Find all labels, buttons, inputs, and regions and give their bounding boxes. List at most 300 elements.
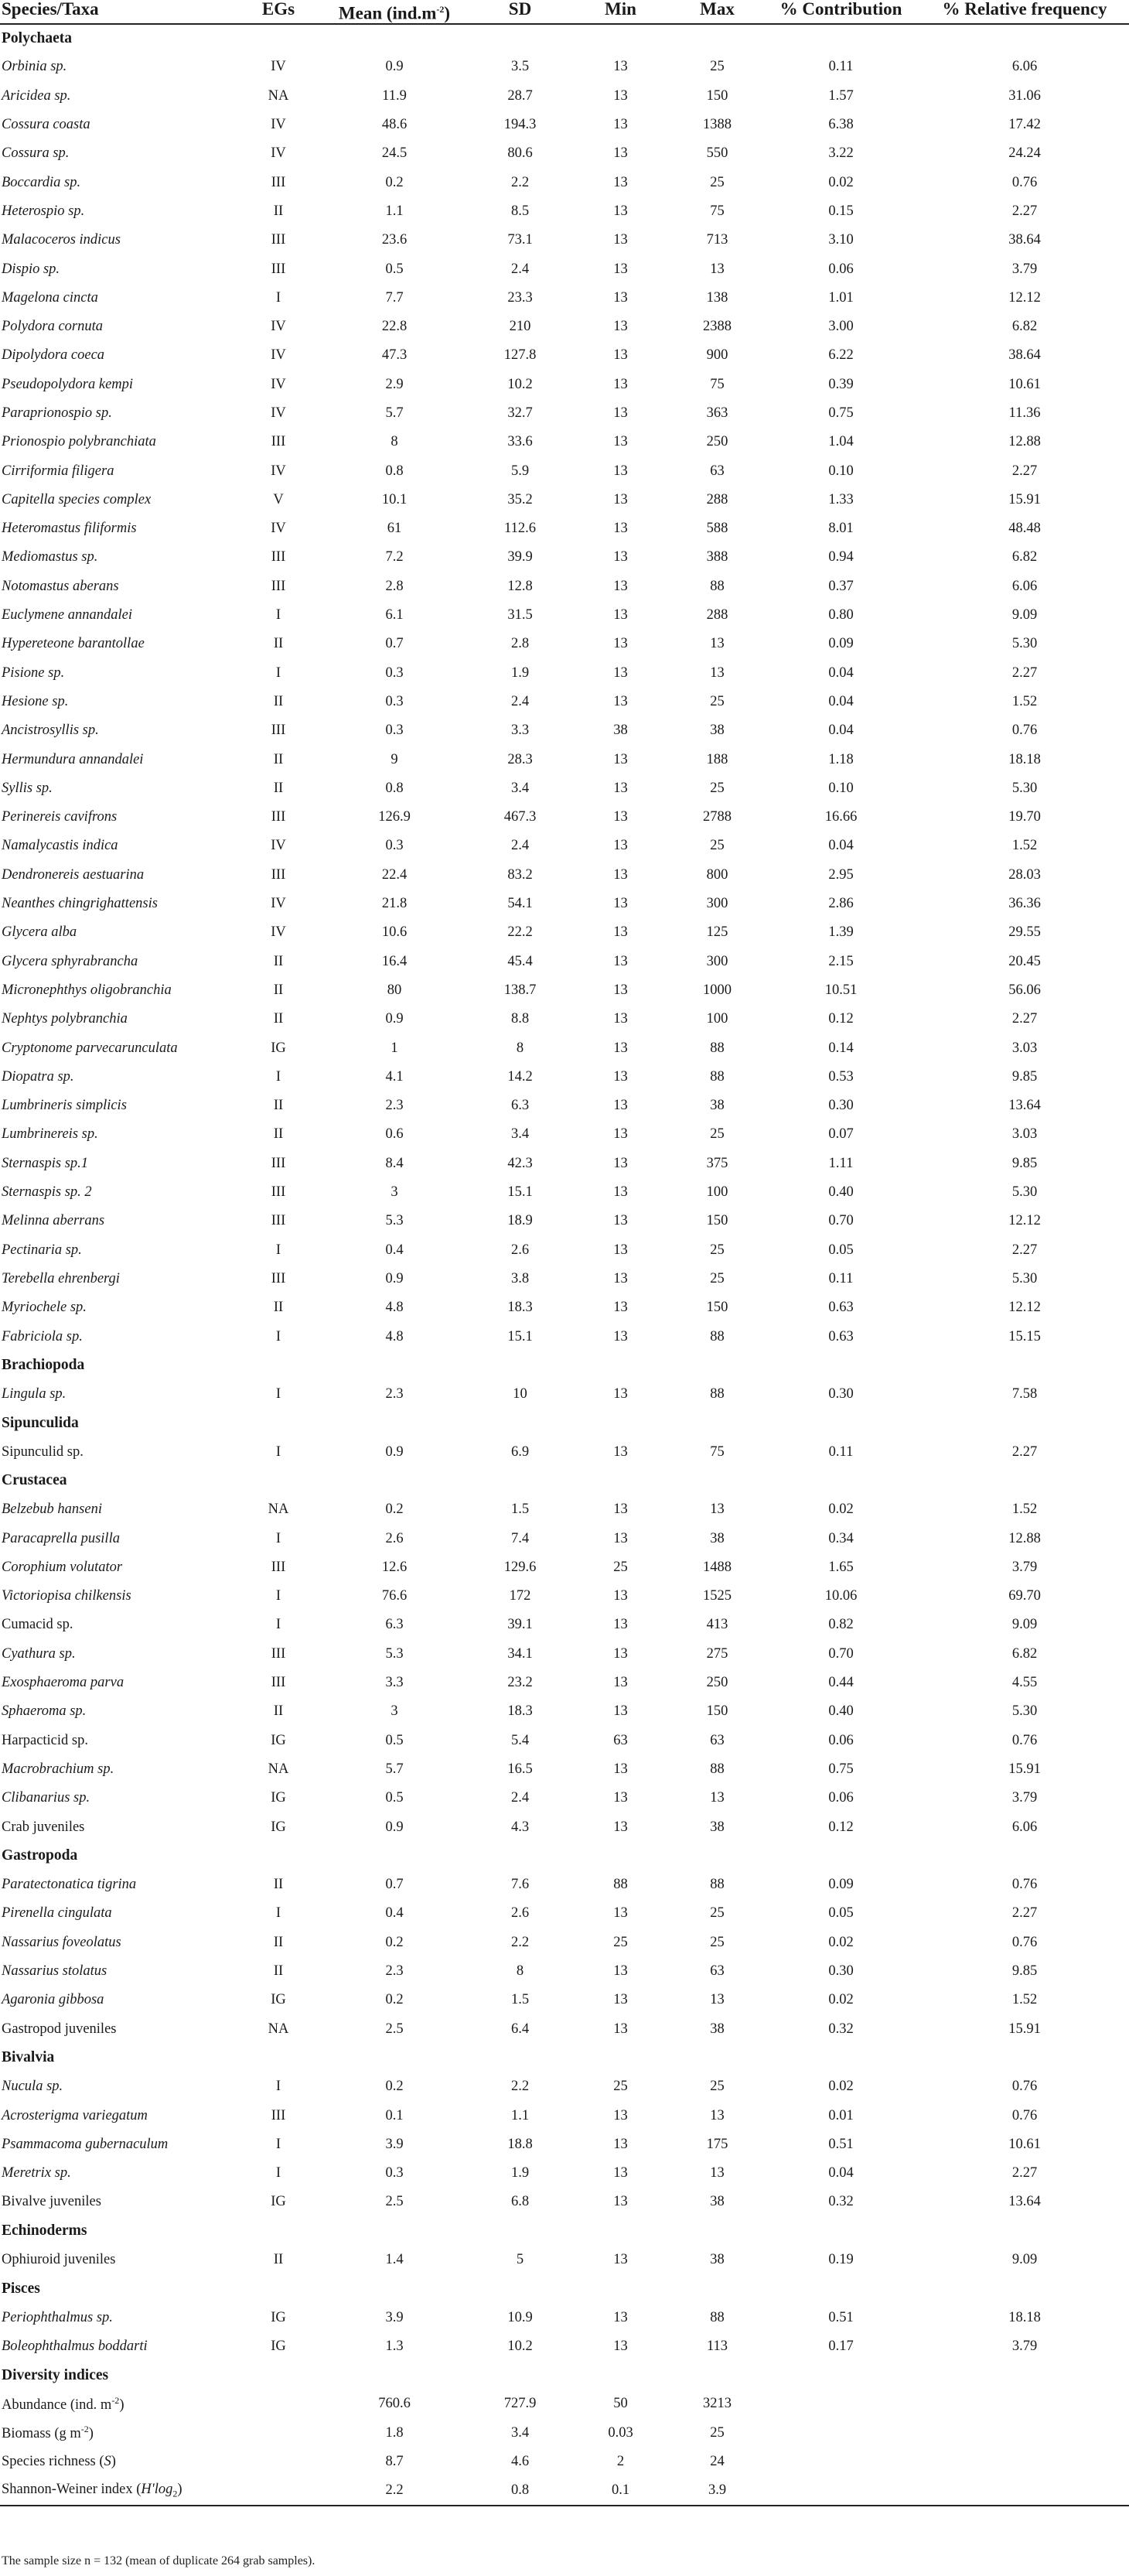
category-row [0,1842,1129,1871]
eg-value [240,2476,317,2505]
mean-value: 0.6 [385,1126,404,1143]
max-value: 25 [710,2079,725,2095]
contribution-value: 1.01 [828,289,854,306]
eg-value: II [273,982,284,998]
table-row [0,1697,1129,1726]
relative-frequency-value: 3.79 [1011,1559,1038,1575]
sd-value: 14.2 [507,1068,533,1085]
contribution-value: 0.51 [828,2309,854,2325]
category-label: Sipunculida [2,1414,79,1431]
min-value: 13 [613,1761,628,1777]
eg-value: IV [271,838,286,854]
table-row [0,2159,1129,2188]
table-row [0,1322,1129,1351]
relative-frequency-header: % Relative frequency [920,0,1129,24]
min-value: 13 [613,549,628,565]
min-value: 13 [613,1040,628,1056]
relative-frequency-value: 48.48 [1008,521,1041,537]
species-name: Ancistrosyllis sp. [2,723,99,739]
contribution-value: 1.65 [828,1559,854,1575]
eg-value: II [273,953,284,969]
min-value: 13 [613,809,628,825]
table-row [0,486,1129,514]
relative-frequency-value: 12.88 [1008,1530,1041,1546]
max-value: 24 [710,2454,725,2470]
contribution-value: 0.11 [828,1270,854,1286]
max-value: 25 [710,2424,725,2441]
max-value: 288 [706,491,728,507]
relative-frequency-value: 0.76 [1011,2079,1038,2095]
mean-value: 1.8 [385,2424,404,2441]
sd-value: 8.5 [510,203,530,219]
eg-value: III [271,549,286,565]
contribution-value: 10.06 [824,1588,858,1604]
mean-header: Mean $(ind.m^{-2})$ [317,0,472,24]
eg-value: III [271,261,286,277]
sd-value: 32.7 [507,405,533,421]
mean-value: 0.9 [385,1011,404,1027]
eg-value: IV [271,521,286,537]
sd-value: 6.3 [510,1098,530,1114]
eg-value: III [271,1675,286,1691]
max-value: 88 [710,578,725,594]
sd-value: 6.9 [510,1443,530,1460]
min-value: 13 [613,261,628,277]
contribution-value: 0.05 [828,1905,854,1922]
contribution-value: 0.32 [828,2021,854,2037]
relative-frequency-value: 69.70 [1008,1588,1041,1604]
eg-value: III [271,1184,286,1201]
mean-value: 0.2 [385,174,404,190]
sd-value: 129.6 [503,1559,537,1575]
eg-value: NA [268,1502,289,1518]
header-row [0,0,1129,24]
max-value: 388 [706,549,728,565]
species-name: Dendronereis aestuarina [2,866,145,883]
eg-value: II [273,2252,284,2267]
species-name: Aricidea sp. [2,87,71,104]
sd-value: 31.5 [507,607,533,624]
sd-value: 2.2 [510,2079,530,2095]
min-value: 13 [613,838,628,854]
species-name: Malacoceros indicus [2,232,121,248]
table-row [0,976,1129,1005]
mean-value: 23.6 [381,232,408,248]
min-value: 13 [613,578,628,594]
category-label: Brachiopoda [2,1357,85,1374]
eg-value: IV [271,145,286,162]
table-row [0,1438,1129,1467]
mean-value: 0.9 [385,1270,404,1286]
eg-value: III [271,866,286,883]
sd-value: 83.2 [507,866,533,883]
species-name: Prionospio polybranchiata [2,434,156,450]
eg-value: I [275,664,281,681]
mean-value: 3 [391,1703,398,1720]
table-row [0,630,1129,658]
max-value: 363 [706,405,728,421]
relative-frequency-value: 12.12 [1008,289,1041,306]
species-name: Nucula sp. [2,2079,63,2095]
sd-value: 10.9 [507,2309,533,2325]
max-value: 25 [710,1270,725,1286]
relative-frequency-value: 24.24 [1008,145,1041,162]
relative-frequency-value: 13.64 [1008,1098,1041,1114]
table-row [0,1265,1129,1293]
category-row [0,2361,1129,2390]
table-row [0,1553,1129,1582]
eg-value: IV [271,59,286,75]
mean-value: 1.4 [385,2252,404,2267]
sd-value: 16.5 [507,1761,533,1777]
mean-value: 7.2 [385,549,404,565]
eg-value: III [271,809,286,825]
sd-value: 138.7 [503,982,537,998]
max-value: 3.9 [673,2476,762,2505]
table-body [0,24,1129,2506]
species-name: Cyathura sp. [2,1645,76,1662]
max-value: 13 [710,2165,725,2181]
relative-frequency-value: 9.85 [1011,1068,1038,1085]
table-row [0,371,1129,399]
max-value: 713 [706,232,728,248]
sd-value: 15.1 [507,1328,533,1344]
contribution-value: 0.06 [828,1732,854,1748]
relative-frequency-value: 31.06 [1008,87,1041,104]
mean-value: 1.1 [385,203,404,219]
relative-frequency-value: 5.30 [1011,780,1038,796]
species-name: Corophium volutator [2,1559,123,1575]
category-label: Crustacea [2,1472,67,1489]
min-value: 25 [613,2079,628,2095]
min-value: 13 [613,1386,628,1402]
contribution-value: 1.57 [828,87,854,104]
contribution-value: 0.02 [828,1934,854,1950]
min-value: 13 [613,174,628,190]
sd-value: 8.8 [510,1011,530,1027]
max-value: 88 [710,1877,725,1893]
min-value: 13 [613,1300,628,1316]
mean-value: 16.4 [381,953,408,969]
contribution-value: 0.04 [828,2165,854,2181]
eg-value: I [275,1905,281,1922]
eg-value: IV [271,319,286,335]
contribution-value: 0.53 [828,1068,854,1085]
max-value: 900 [706,347,728,364]
mean-value: 0.9 [385,1819,404,1835]
max-value: 38 [710,1819,725,1835]
mean-value: 47.3 [381,347,408,364]
relative-frequency-value: 38.64 [1008,232,1041,248]
mean-value: 3.3 [385,1675,404,1691]
category-label: Bivalvia [2,2049,55,2066]
contribution-value: 0.75 [828,405,854,421]
sd-value: 5.9 [510,463,530,479]
eg-value: II [273,636,284,652]
contribution-value: 0.30 [828,1098,854,1114]
mean-value: 22.4 [381,866,408,883]
table-row [0,53,1129,81]
max-value: 75 [710,376,725,392]
species-name: Pirenella cingulata [2,1905,112,1922]
species-name: Harpacticid sp. [2,1732,88,1748]
table-row [0,514,1129,543]
table-row [0,2390,1129,2418]
eg-value: I [275,2136,281,2152]
sd-header: SD [472,0,568,24]
contribution-value: 0.04 [828,838,854,854]
eg-value: III [271,578,286,594]
table-row [0,1092,1129,1120]
sd-value: 3.4 [510,2424,530,2441]
sd-value: 23.2 [507,1675,533,1691]
mean-value: 126.9 [378,809,411,825]
mean-value: 0.8 [385,780,404,796]
mean-value: 4.8 [385,1300,404,1316]
max-value: 25 [710,59,725,75]
relative-frequency-value: 9.09 [1011,1617,1038,1633]
max-value: 250 [706,434,728,450]
species-name: Hesione sp. [2,693,69,709]
contribution-header: % Contribution [762,0,920,24]
table-row [0,1033,1129,1062]
sd-value: 2.4 [510,1790,530,1806]
eg-value: IV [271,924,286,941]
max-value: 13 [710,2107,725,2123]
relative-frequency-value [920,2476,1129,2505]
mean-value: 2.5 [385,2021,404,2037]
species-name: Perinereis cavifrons [2,809,118,825]
max-value: 38 [710,2252,725,2267]
contribution-value: 2.15 [828,953,854,969]
sd-value: 127.8 [503,347,537,364]
contribution-value: 0.04 [828,723,854,739]
table-row [0,1235,1129,1264]
contribution-value: 3.10 [828,232,854,248]
mean-value: 22.8 [381,319,408,335]
mean-value: 61 [387,521,402,537]
eg-value: NA [268,87,289,104]
max-value: 1000 [703,982,732,998]
min-value: 13 [613,117,628,133]
table-row [0,1063,1129,1092]
eg-value: II [273,693,284,709]
category-label: Gastropoda [2,1847,78,1864]
category-row [0,24,1129,53]
table-row [0,803,1129,832]
mean-value: 760.6 [378,2396,411,2412]
mean-value: 21.8 [381,896,408,912]
contribution-value: 0.09 [828,636,854,652]
table-row [0,313,1129,341]
species-name: Sphaeroma sp. [2,1703,87,1720]
table-row [0,1495,1129,1524]
species-name: Abundance (ind. $m^{-2}$) [2,2394,124,2414]
mean-value: 24.5 [381,145,408,162]
sd-value: 8 [516,1040,524,1056]
sd-value: 6.4 [510,2021,530,2037]
relative-frequency-value: 11.36 [1008,405,1041,421]
contribution-value: 0.75 [828,1761,854,1777]
relative-frequency-value: 7.58 [1011,1386,1038,1402]
relative-frequency-value: 6.82 [1011,319,1038,335]
relative-frequency-value: 20.45 [1008,953,1041,969]
relative-frequency-value: 6.82 [1011,1645,1038,1662]
mean-value: 2.3 [385,1386,404,1402]
species-name: Neanthes chingrighattensis [2,896,158,912]
mean-value: 76.6 [381,1588,408,1604]
species-name: Polydora cornuta [2,319,104,335]
table-row [0,688,1129,716]
min-value: 13 [613,376,628,392]
eg-value: IV [271,896,286,912]
relative-frequency-value: 0.76 [1011,1934,1038,1950]
eg-value: I [275,1530,281,1546]
eg-value: V [273,491,284,507]
species-name: Lumbrinereis sp. [2,1126,98,1143]
sd-value: 1.9 [510,664,530,681]
relative-frequency-value: 17.42 [1008,117,1041,133]
contribution-value: 0.63 [828,1300,854,1316]
eg-value: I [275,1242,281,1258]
relative-frequency-value: 2.27 [1011,1242,1038,1258]
species-name: Myriochele sp. [2,1300,87,1316]
table-row [0,1812,1129,1841]
max-value: 413 [706,1617,728,1633]
table-row [0,2332,1129,2361]
table-row [0,197,1129,226]
max-value: 38 [710,2021,725,2037]
relative-frequency-value [920,2448,1129,2476]
table-row [0,2014,1129,2043]
table-row [0,890,1129,918]
min-value: 13 [613,463,628,479]
eg-value: IG [271,1790,286,1806]
contribution-value: 0.02 [828,1502,854,1518]
max-value: 150 [706,1300,728,1316]
table-row [0,774,1129,803]
relative-frequency-value: 15.91 [1008,491,1041,507]
species-name: Paraprionospio sp. [2,405,112,421]
relative-frequency-value: 0.76 [1011,2107,1038,2123]
species-name: Sternaspis sp. 2 [2,1184,92,1201]
species-name: Cossura coasta [2,117,90,133]
max-value: 113 [706,2338,728,2354]
max-value: 1388 [703,117,732,133]
sd-value: 12.8 [507,578,533,594]
relative-frequency-value: 19.70 [1008,809,1041,825]
eg-value: II [273,203,284,219]
species-name: Pisione sp. [2,664,65,681]
min-value: 13 [613,2136,628,2152]
sd-value: 42.3 [507,1155,533,1171]
eg-value: III [271,1213,286,1229]
mean-value: 2.3 [385,1098,404,1114]
species-name: Gastropod juveniles [2,2021,117,2037]
table-row [0,2072,1129,2101]
contribution-value: 1.18 [828,751,854,767]
table-row [0,2246,1129,2274]
relative-frequency-value: 2.27 [1011,1905,1038,1922]
category-row [0,2217,1129,2246]
table-row [0,1727,1129,1755]
contribution-value: 0.06 [828,261,854,277]
max-value: 138 [706,289,728,306]
min-value: 13 [613,2107,628,2123]
relative-frequency-value: 12.12 [1008,1300,1041,1316]
relative-frequency-value: 29.55 [1008,924,1041,941]
contribution-value: 8.01 [828,521,854,537]
mean-value: 0.1 [385,2107,404,2123]
mean-value: 2.5 [385,2194,404,2210]
max-value: 2388 [703,319,732,335]
table-row [0,1380,1129,1409]
contribution-value: 1.39 [828,924,854,941]
contribution-value: 16.66 [824,809,858,825]
min-value: 13 [613,203,628,219]
sd-value: 6.8 [510,2194,530,2210]
sd-value: 2.4 [510,838,530,854]
eg-value [240,2448,317,2476]
eg-value: NA [268,2021,289,2037]
min-value: 13 [613,491,628,507]
species-name: Exosphaeroma parva [2,1675,124,1691]
table-row [0,2303,1129,2332]
sd-value: 39.1 [507,1617,533,1633]
min-value: 13 [613,2252,628,2267]
mean-value: 7.7 [385,289,404,306]
relative-frequency-value: 6.82 [1011,549,1038,565]
table-row [0,832,1129,860]
species-name: Clibanarius sp. [2,1790,90,1806]
table-row [0,1582,1129,1611]
mean-value: 9 [391,751,398,767]
sd-value: 3.4 [510,780,530,796]
max-value: 150 [706,87,728,104]
table-row [0,1178,1129,1207]
relative-frequency-value: 18.18 [1008,751,1041,767]
contribution-value: 0.11 [828,1443,854,1460]
sd-value: 194.3 [503,117,537,133]
min-value: 25 [613,1934,628,1950]
table-row [0,716,1129,745]
relative-frequency-value: 3.03 [1011,1040,1038,1056]
sd-value: 5 [516,2252,524,2267]
eg-value: II [273,780,284,796]
table-row [0,168,1129,196]
species-name: Acrosterigma variegatum [2,2107,148,2123]
mean-value: 0.9 [385,1443,404,1460]
max-value: 88 [710,1040,725,1056]
species-name: Boleophthalmus boddarti [2,2338,148,2354]
sd-value: 1.9 [510,2165,530,2181]
table-row [0,1207,1129,1235]
relative-frequency-value: 10.61 [1008,2136,1041,2152]
table-row [0,2188,1129,2216]
sd-value: 18.3 [507,1300,533,1316]
contribution-value: 0.40 [828,1703,854,1720]
category-label: Polychaeta [2,30,72,47]
table-row [0,543,1129,572]
table-row [0,861,1129,890]
species-name: Orbinia sp. [2,59,67,75]
contribution-value [762,2448,920,2476]
max-value: 88 [710,1761,725,1777]
contribution-value: 0.19 [828,2252,854,2267]
species-taxa-header: Species/Taxa [0,0,240,24]
eg-value: IV [271,405,286,421]
min-value: 0.1 [568,2476,673,2505]
